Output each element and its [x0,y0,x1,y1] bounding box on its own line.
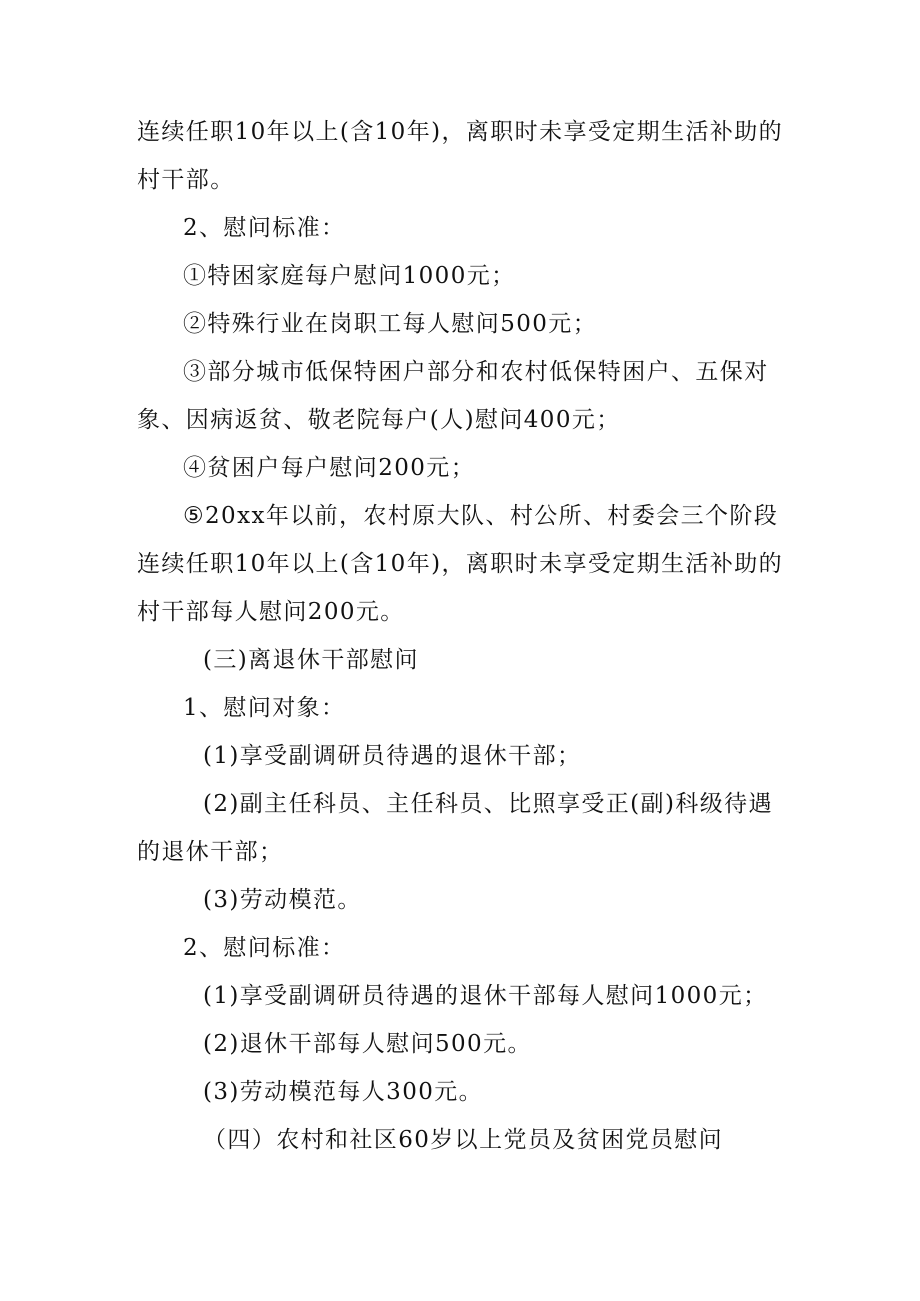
paragraph-item-2: ②特殊行业在岗职工每人慰问500元； [183,311,598,337]
paragraph-standard-heading-2: 2、慰问标准： [183,935,346,961]
paragraph-subject-3: (3)劳动模范。 [203,887,362,913]
paragraph-subject-heading: 1、慰问对象： [183,695,346,721]
paragraph-subject-1: (1)享受副调研员待遇的退休干部； [203,743,582,769]
paragraph-standard-2: (2)退休干部每人慰问500元。 [203,1031,532,1057]
paragraph-continuation: 连续任职10年以上(含10年)，离职时未享受定期生活补助的村干部。 [137,119,784,193]
paragraph-item-1: ①特困家庭每户慰问1000元； [183,263,516,289]
section-heading-party-members: （四）农村和社区60岁以上党员及贫困党员慰问 [203,1127,724,1153]
paragraph-subject-2: (2)副主任科员、主任科员、比照享受正(副)科级待遇的退休干部； [137,791,773,865]
paragraph-standard-heading: 2、慰问标准： [183,215,346,241]
paragraph-standard-1: (1)享受副调研员待遇的退休干部每人慰问1000元； [203,983,768,1009]
paragraph-standard-3: (3)劳动模范每人300元。 [203,1079,484,1105]
paragraph-item-5: ⑤20xx年以前，农村原大队、村公所、村委会三个阶段连续任职10年以上(含10年)，离职时未享受定期生活补助的村干部每人慰问200元。 [137,503,784,625]
paragraph-item-3: ③部分城市低保特困户部分和农村低保特困户、五保对象、因病返贫、敬老院每户(人)慰问400元； [137,359,769,433]
paragraph-item-4: ④贫困户每户慰问200元； [183,455,476,481]
section-heading-retired-cadres: (三)离退休干部慰问 [203,647,419,673]
